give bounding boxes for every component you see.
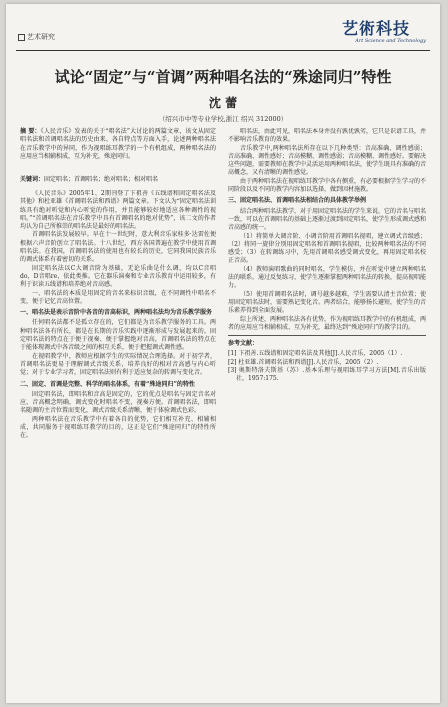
section-heading: 三、固定唱名法、首调唱名法相结合的具体教学举例 [228,197,367,205]
page-header [16,16,430,50]
section-label [18,32,55,42]
body-paragraph: （5）使用首调唱名法时，调号越多越难，学生需要认清主音位置；使用固定唱名法时，需要熟记变化音。两者结合，能够扬长避短，使学生的音乐素养得到全面发展。 [228,290,426,315]
section-label-text: 艺术研究 [27,33,55,41]
body-paragraph: 在视唱教学中，教师应根据学生的实际情况合理选择。对于初学者，首调唱名法更易于理解调式音级关系，培养良好的相对音高感与内心听觉；对于专业学习者，固定唱名法则有利于适应复杂的转调与变化音。 [20,352,216,377]
body-paragraph: 由于两种唱名法在视唱练耳教学中各有侧重，有必要根据学生学习的不同阶段以及不同的教学内容加以选择，做到因材施教。 [228,177,426,194]
header-rule [16,50,430,51]
section-heading: 二、固定、首调是完整、科学的唱名体系，有着“殊途同归”的特性 [20,380,195,388]
reference-item: [2] 杜亚雄.首调唱名法和西谱[J].人民音乐，2005（2）. [228,358,379,366]
section-heading: 一、唱名法是表示音阶中各音的音高标识，两种唱名法均为音乐教学服务 [20,309,213,317]
square-bullet-icon [18,34,25,41]
body-paragraph: 结合两种唱名法教学，对于用固定唱名法的学生来说，它的音名与唱名一致，可以在首调唱名的基础上逐渐过渡到固定唱名，使学生形成调式感和音高感的统一。 [228,207,426,232]
journal-page [6,4,440,703]
journal-logo: 艺術科技 [341,19,410,38]
body-paragraph: 唱名法，由此可见，唱名法本身并没有孰优孰劣，它只是识谱工具，并不影响音乐教育的效果。 [228,128,426,144]
body-paragraph: 首调唱名法发展较早。早在十一世纪时，意大利音乐家桂多·达雷佐便根据六声音阶创立了唱名法。十八世纪，西方各国普遍在教学中使用首调唱名法。在我国，首调唱名法的使用也有较长的历史，它同我国民族音乐的调式体系有着密切的关系。 [20,231,216,264]
body-paragraph: 一、唱名法的本质是用固定的音名来标识音级，在不同调性中唱名不变，便于记忆音高位置。 [20,289,216,305]
body-paragraph: 两种唱名法在音乐教学中有着各自的优势，它们相互补充、相辅相成，共同服务于视唱练耳教学的目的，这正是它们“殊途同归”的特性所在。 [20,415,216,440]
body-paragraph: 任何唱名法都不是孤立存在的，它们都是为音乐教学服务的工具。两种唱名法各有所长，都是在长期的音乐实践中逐渐形成与发展起来的。固定唱名法的特点在于便于视奏、便于掌握绝对音高，首调唱名法的特点在于能体现调式中各音级之间的相互关系，便于把握调式调性感。 [20,319,216,352]
abstract [20,128,216,161]
article-title: 试论“固定”与“首调”两种唱名法的“殊途同归”特性 [54,68,392,86]
author-affiliation: （绍兴市中等专业学校,浙江 绍兴 312000） [158,115,288,123]
keywords-label: 关键词： [20,176,45,183]
abstract-text: 《人民音乐》发表的关于“唱名法”大讨论的两篇文章，该文从固定唱名法和首调唱名法的历史由来、各自特点等方面入手，论述两种唱名法在音乐教学中的异同，作为视唱练耳教学的一个有机组成，两种唱名法的应用应当相辅相成，互为补充，殊途同归。 [20,128,216,160]
body-paragraph: 音乐教学中,两种唱名法所存在以下几种类型：音高准确、调性感弱；音高准确、调性感好；音高模糊、调性感弱；音高模糊、调性感好。要解决这些问题，需要教师在教学中灵活运用两种唱名法，使学生既具有准确的音高概念，又有清晰的调性感觉。 [228,144,426,177]
references-title: 参考文献： [228,340,259,348]
keywords-text: 固定唱名；首调唱名；绝对唱名；相对唱名 [44,176,159,183]
references-rule [228,335,426,336]
keywords [20,176,216,184]
reference-item: [1] 卞祖善.五线谱和固定唱名法及其他[J].人民音乐，2005（1）. [228,350,403,358]
body-paragraph: （1）将简单大调音阶、小调音阶用首调唱名视唱，建立调式音级感；（2）将同一旋律分别用固定唱名和首调唱名视唱，比较两种唱名法的不同感受；（3）在转调练习中，先用首调唱名感受调式变化，再用固定唱名校正音高。 [228,232,426,265]
body-paragraph: 综上所述，两种唱名法各有优势，作为视唱练耳教学中的有机组成，两者的应用应当相辅相成、互为补充，最终达到“殊途同归”的教学目的。 [228,315,426,331]
right-column [228,128,426,695]
body-paragraph: 《人民音乐》2005年1、2期刊登了卞祖善《五线谱和固定唱名法及其他》和杜亚雄《首调唱名法和西谱》两篇文章。下文认为“固定唱名法训练具有绝对听觉和内心听觉的作用，并且能够较好地适应各种调性的视唱。”“首调唱名法在音乐教学中具有首调唱名的绝对优势”，该二文的作者均认为自己所推崇的唱名法是最好的唱名法。 [20,190,216,231]
journal-logo-subtitle: Art Science and Technology [355,38,426,44]
body-paragraph: 固定唱名法，即唱名和音高是固定的，它的优点是唱名与固定音名对应，音高概念明确，调式变化时唱名不变，视奏方便。首调唱名法，即唱名随调的主音位置而变化，调式音级关系清晰，便于体验调式色彩。 [20,390,216,415]
reference-item: [3] 奥斯特洛夫斯基（苏）.基本乐理与视唱练耳学习方法[M].音乐出版社，1957:175. [228,367,426,383]
article-author: 沈 蕾 [208,96,238,110]
body-paragraph: 固定唱名法以C大调音阶为基础，无论乐曲是什么调，均以C音唱do，D音唱re，依此类推。它在器乐演奏和专业音乐教育中运用较多，有利于识读五线谱和培养绝对音高感。 [20,264,216,289]
body-paragraph: （4）教师演唱歌曲的同时唱名，学生模仿，并在听觉中建立两种唱名法的联系。通过反复练习，使学生逐渐掌握两种唱名法的转换，提高视唱能力。 [228,265,426,290]
abstract-label: 摘 要： [20,128,41,135]
left-column [20,190,216,695]
